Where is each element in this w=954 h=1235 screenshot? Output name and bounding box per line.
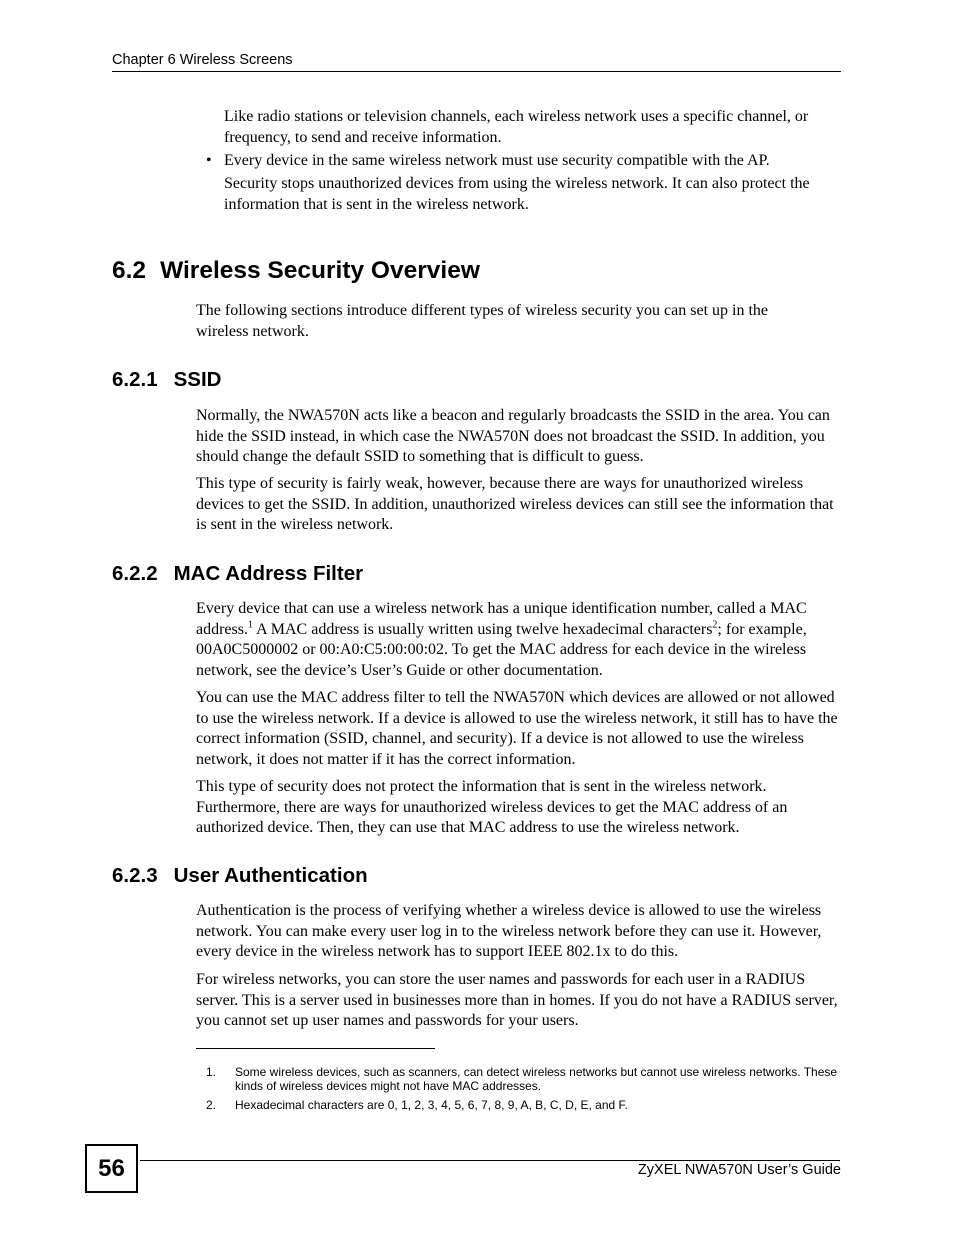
footnote-1-number: 1.	[206, 1065, 217, 1079]
intro-paragraph-1: Like radio stations or television channels, each wireless network uses a specific channel, or frequency, to send and receive information.	[224, 108, 809, 146]
section-number: 6.2	[112, 257, 147, 284]
footnote-1-text: Some wireless devices, such as scanners, can detect wireless networks but cannot use wireless networks. These kinds of wireless devices might not have MAC addresses.	[235, 1065, 838, 1093]
bullet-icon: •	[206, 152, 212, 169]
section-heading	[112, 256, 480, 286]
footnote-ref-1: 1	[247, 619, 253, 631]
mac-title: MAC Address Filter	[173, 562, 364, 585]
header-rule	[112, 71, 841, 72]
auth-paragraph-1: Authentication is the process of verifying whether a wireless device is allowed to use the wireless network. You can make every user log in to the wireless network before they can use it. However, every device in the wireless network has to support IEEE 802.1x to do this.	[196, 902, 822, 960]
mac-paragraph-2: You can use the MAC address filter to tell the NWA570N which devices are allowed or not allowed to use the wireless network. If a device is allowed to use the wireless network, it still has to have the correct information (SSID, channel, and security). If a device is not allowed to use the wireless network, it does not matter if it has the correct information.	[196, 689, 838, 768]
ssid-number: 6.2.1	[112, 368, 158, 391]
footer-rule	[140, 1160, 840, 1161]
footer-guide-title: ZyXEL NWA570N User’s Guide	[637, 1162, 841, 1178]
footnote-2	[0, 1099, 954, 1115]
section-title: Wireless Security Overview	[160, 257, 480, 284]
mac-paragraph-1	[196, 599, 841, 681]
mac-para1-text-a: Every device that can use a wireless network has a unique identification number, called a MAC address.	[196, 600, 807, 638]
ssid-heading	[112, 367, 221, 392]
section-intro: The following sections introduce different types of wireless security you can set up in the wireless network.	[196, 302, 768, 340]
footnote-1	[0, 1066, 954, 1096]
footnote-rule	[196, 1048, 435, 1049]
footnote-2-text: Hexadecimal characters are 0, 1, 2, 3, 4, 5, 6, 7, 8, 9, A, B, C, D, E, and F.	[235, 1098, 628, 1112]
mac-para1-text-c: ; for example, 00A0C5000002 or 00:A0:C5:00:00:02. To get the MAC address for each device in the wireless network, see the device’s User’s Guide or other documentation.	[196, 620, 807, 679]
ssid-paragraph-2: This type of security is fairly weak, however, because there are ways for unauthorized wireless devices to get the SSID. In addition, unauthorized wireless devices can still see the information that is sent in the wireless network.	[196, 475, 834, 533]
running-header: Chapter 6 Wireless Screens	[112, 52, 293, 68]
auth-paragraph-2: For wireless networks, you can store the user names and passwords for each user in a RADIUS server. This is a server used in businesses more than in homes. If you do not have a RADIUS server, you cannot set up user names and passwords for your users.	[196, 971, 838, 1029]
intro-bullet-text: Every device in the same wireless network must use security compatible with the AP.	[224, 152, 770, 169]
mac-number: 6.2.2	[112, 562, 158, 585]
footnote-2-number: 2.	[206, 1098, 217, 1112]
auth-number: 6.2.3	[112, 864, 158, 887]
mac-para1-text-b: A MAC address is usually written using twelve hexadecimal characters	[252, 620, 713, 638]
intro-paragraph-2: Security stops unauthorized devices from using the wireless network. It can also protect the information that is sent in the wireless network.	[224, 175, 810, 213]
ssid-title: SSID	[173, 368, 222, 391]
page-number: 56	[85, 1144, 138, 1193]
mac-heading	[112, 561, 363, 586]
footnote-ref-2: 2	[712, 619, 718, 631]
mac-paragraph-3: This type of security does not protect the information that is sent in the wireless network. Furthermore, there are ways for unauthorized wireless devices to get the MAC address of an authorized device. Then, they can use that MAC address to use the wireless network.	[196, 778, 788, 836]
auth-heading	[112, 863, 368, 888]
auth-title: User Authentication	[173, 864, 368, 887]
ssid-paragraph-1: Normally, the NWA570N acts like a beacon and regularly broadcasts the SSID in the area. You can hide the SSID instead, in which case the NWA570N does not broadcast the SSID. In addition, you should change the default SSID to something that is difficult to guess.	[196, 407, 830, 465]
